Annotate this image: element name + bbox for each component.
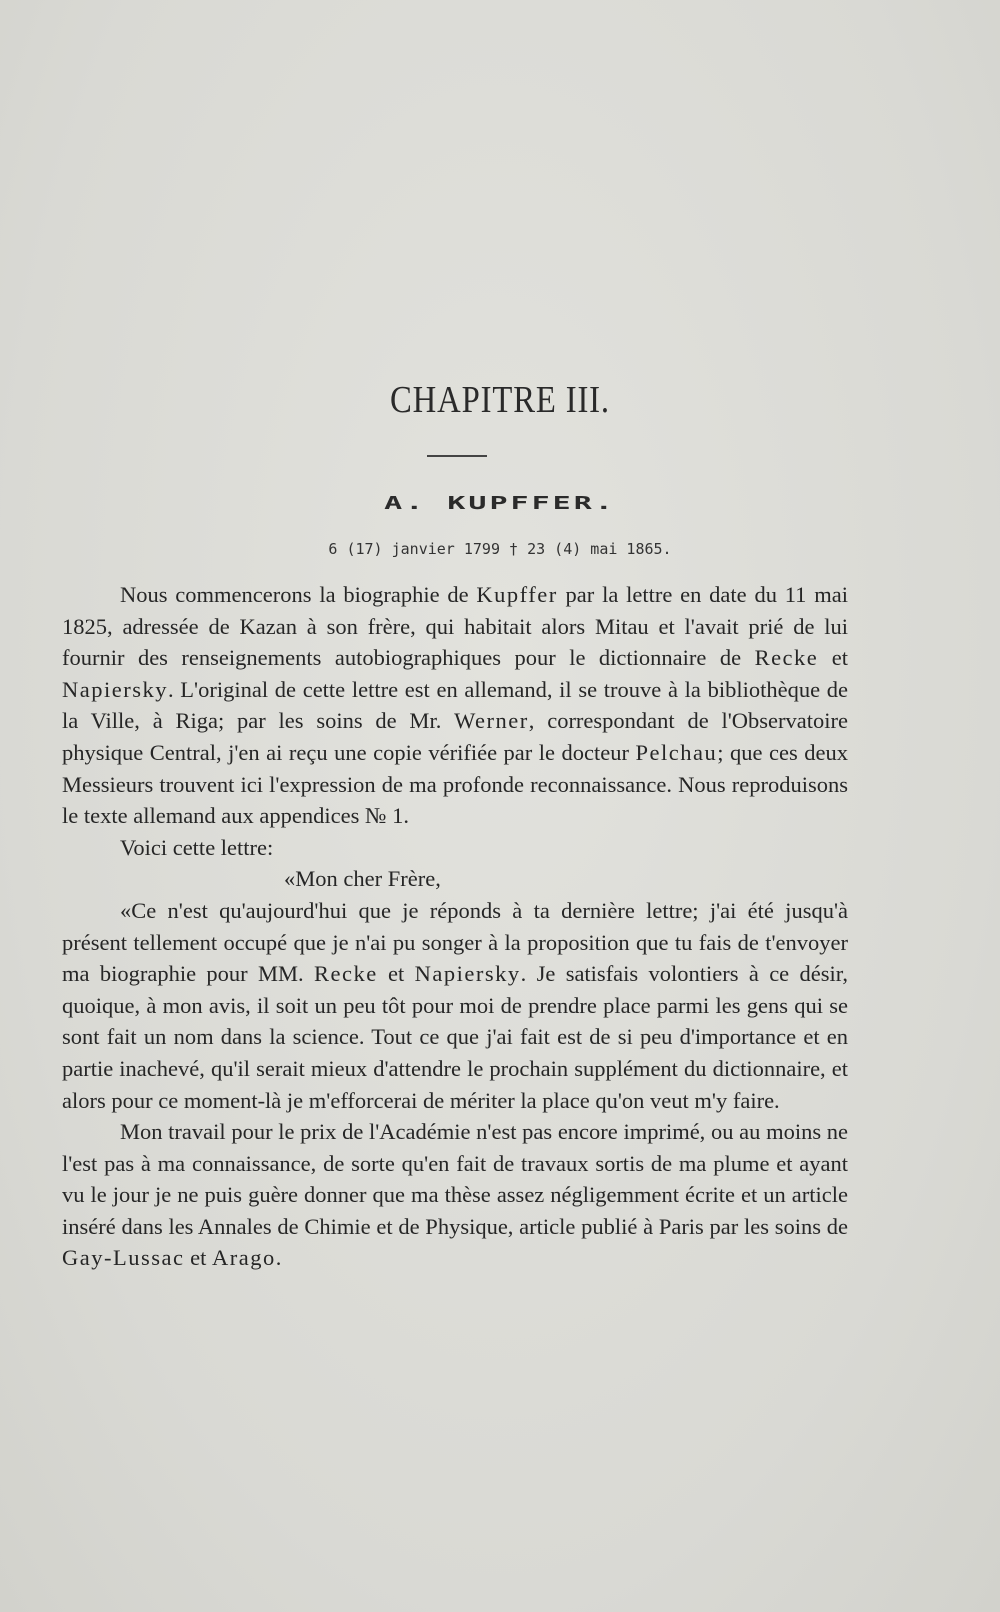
paragraph-letter-intro: Voici cette lettre: [120, 834, 274, 860]
paragraph-letter-body-1: «Ce n'est qu'aujourd'hui que je réponds à ta dernière lettre; j'ai été jusqu'à présent tellement occupé que je n'ai pu songer à la proposition que tu fais de t'envoyer ma biographie pour MM. Recke et Napiersky. Je satisfais volontiers à ce désir, quoique, à mon avis, il soit un peu tôt pour moi de prendre place parmi les gens qui se sont fait un nom dans la science. Tout ce que j'ai fait est de si peu d'importance et en partie inachevé, qu'il serait mieux d'attendre le prochain supplément du dictionnaire, et alors pour ce moment-là je m'efforcerai de mériter la place qu'on veut m'y faire. [62, 897, 848, 1113]
person-name: Napiersky [414, 961, 521, 987]
author-heading: A. KUPFFER. [384, 493, 616, 514]
person-name: Recke [313, 961, 378, 987]
body-text [62, 579, 848, 1274]
chapter-title: CHAPITRE III. [390, 379, 610, 421]
life-dates: 6 (17) janvier 1799 † 23 (4) mai 1865. [328, 540, 672, 558]
paragraph-intro: Nous commencerons la biographie de Kupffer par la lettre en date du 11 mai 1825, adressée de Kazan à son frère, qui habitait alors Mitau et l'avait prié de lui fournir des renseignements autobiographiques pour le dictionnaire de Recke et Napiersky. L'original de cette lettre est en allemand, il se trouve à la bibliothèque de la Ville, à Riga; par les soins de Mr. Werner, correspondant de l'Observatoire physique Central, j'en ai reçu une copie vérifiée par le docteur Pelchau; que ces deux Messieurs trouvent ici l'expression de ma profonde reconnaissance. Nous reproduisons le texte allemand aux appendices № 1. [62, 582, 848, 829]
person-name: Arago [211, 1245, 276, 1271]
person-name: Napiersky [62, 676, 168, 702]
person-name: Gay-Lussac [62, 1245, 185, 1271]
title-rule [427, 455, 487, 457]
person-name: Kupffer [476, 582, 558, 607]
person-name: Pelchau [635, 739, 718, 765]
person-name: Recke [754, 645, 819, 671]
paragraph-letter-body-2: Mon travail pour le prix de l'Académie n'est pas encore imprimé, ou au moins ne l'est pas à ma connaissance, de sorte qu'en fait de travaux sortis de ma plume et ayant vu le jour je ne puis guère donner que ma thèse assez négligemment écrite et un article inséré dans les Annales de Chimie et de Physique, article publié à Paris par les soins de Gay-Lussac et Arago. [62, 1119, 848, 1271]
person-name: Werner [454, 708, 529, 734]
letter-salutation: «Mon cher Frère, [284, 866, 441, 892]
